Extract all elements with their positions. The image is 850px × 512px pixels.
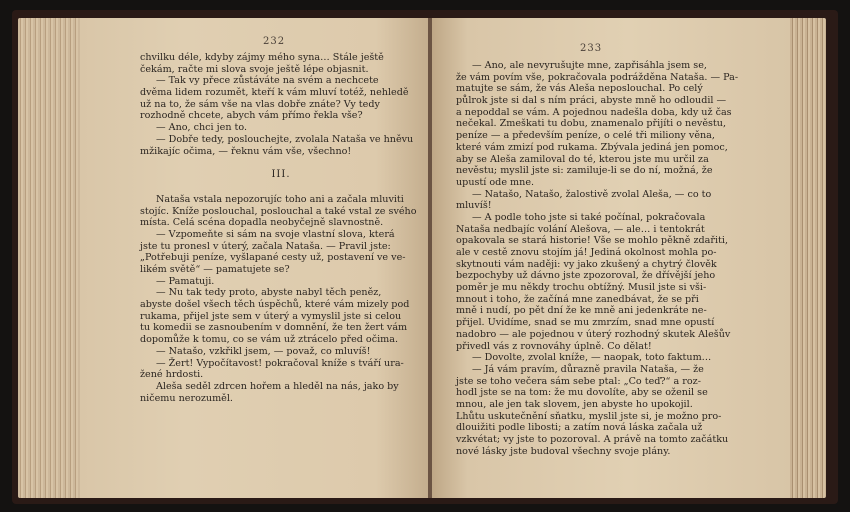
text-line: vzkvétat; vy jste to pozoroval. A právě na tomto začátku [456,434,729,445]
text-line: ale v cestě znovu stojím já! Jediná okolnost mohla po- [456,247,717,258]
right-page [432,18,790,498]
text-line: — Žert! Vypočítavost! pokračoval kníže s tváří ura- [156,357,404,369]
text-line: Aleša seděl zdrcen hořem a hleděl na nás, jako by [156,380,399,392]
text-line: rozhodně chcete, abych vám přímo řekla vše? [140,110,363,122]
page-edges-left [18,18,80,498]
text-line: nečekal. Zmeškati tu dobu, znamenalo přijíti o nevěstu, [456,118,727,130]
text-line: mluvíš! [456,200,492,212]
text-line: — Natašo, vzkřikl jsem, — považ, co mluvíš! [156,345,371,357]
text-line: rukama, přijel jste sem v úterý a vymyslil jste si celou [140,310,402,322]
text-line: mžikajíc očima, — řeknu vám vše, všechno! [140,145,352,157]
text-line: že vám povím vše, pokračovala podrážděna Nataša. — Pa- [456,71,739,83]
text-line: už na to, že sám vše na vlas dobře znáte? Vy tedy [140,98,380,110]
left-page [80,18,428,498]
text-line: — Ano, ale nevyrušujte mne, zapřisáhla jsem se, [472,60,707,71]
text-line: dvěma lidem rozumět, kteří k vám mluví totéž, nehledě [140,87,409,99]
text-line: likém světě“ — pamatujete se? [140,264,290,276]
text-line: místa. Celá scéna dopadla neobyčejně slavnostně. [140,217,384,229]
text-line: bezpochyby už dávno jste zpozoroval, že dřívější jeho [456,270,716,282]
text-line: — Nu tak tedy proto, abyste nabyl těch peněz, [156,287,382,299]
text-line: Nataša nedbajíc volání Alešova, — ale… i tentokrát [456,223,705,235]
page-edges-right [790,18,826,498]
text-line: žené hrdosti. [140,369,204,381]
text-line: které vám zmizí pod rukama. Zbývala jediná jen pomoc, [456,141,728,153]
text-line: upustí ode mne. [456,176,535,188]
page-number-left: 232 [263,36,286,47]
text-line: jste se toho večera sám sebe ptal: „Co teď?“ a roz- [456,375,701,387]
text-line: — Vzpomeňte si sám na svoje vlastní slova, která [156,228,395,240]
text-line: — Tak vy přece zůstáváte na svém a nechcete [156,75,379,87]
text-line: nadobro — ale pojednou v úterý rozhodný skutek Alešův [456,328,731,340]
text-line: — Dobře tedy, poslouchejte, zvolala Nataša ve hněvu [156,133,414,145]
text-line: — Dovolte, zvolal kníže, — naopak, toto faktum… [472,352,712,364]
text-line: hodl jste se na tom: že mu dovolíte, aby se oženil se [456,387,708,399]
chapter-heading: III. [271,169,291,181]
text-line: přijel. Uvidíme, snad se mu zmrzím, snad mne opustí [456,317,715,329]
text-line: stojíc. Kníže poslouchal, poslouchal a také vstal ze svého [140,205,417,217]
left-page-text [140,52,422,404]
right-page-text [456,60,786,457]
text-line: jste tu pronesl v úterý, začala Nataša. — Pravil jste: [140,240,391,252]
text-line: opakovala se stará historie! Vše se mohlo pěkně zdařiti, [456,235,729,247]
text-line: půlrok jste si dal s ním práci, abyste mně ho odloudil — [456,95,727,107]
page-number-right: 233 [580,43,603,54]
text-line: Lhůtu uskutečnění sňatku, myslil jste si, je možno pro- [456,410,722,422]
text-line: chvilku déle, kdyby zájmy mého syna… Stále ještě [140,52,384,63]
text-line: nevěstu; myslil jste si: zamiluje-li se do ní, možná, že [456,165,713,177]
text-line: dlouižiti podle libosti; a zatím nová láska začala už [456,422,703,434]
text-line: — Pamatuji. [156,275,215,287]
text-line: přivedl vás z rovnováhy úplně. Co dělat! [456,340,652,352]
text-line: — A podle toho jste si také počínal, pokračovala [472,211,706,223]
text-line: mnou, ale jen tak slovem, jen abyste ho upokojil. [456,398,693,410]
text-line: mně i nudí, po pět dní že ke mně ani jedenkráte ne- [456,305,707,317]
text-line: peníze — a především peníze, o celé tři miliony věna, [456,130,715,142]
text-line: — Já vám pravím, důrazně pravila Nataša, — že [472,363,704,375]
text-line: nové lásky jste budoval všechny svoje plány. [456,445,671,457]
text-line: — Natašo, Natašo, žalostivě zvolal Aleša, — co to [472,188,712,200]
text-line: Nataša vstala nepozorujíc toho ani a začala mluviti [156,193,404,205]
text-line: — Ano, chci jen to. [156,122,248,134]
text-line: matujte se sám, že vás Aleša neposlouchal. Po celý [456,83,703,95]
text-line: abyste došel všech těch úspěchů, které vám mizely pod [140,299,410,311]
text-line: ničemu nerozuměl. [140,392,233,404]
text-line: aby se Aleša zamiloval do té, kterou jste mu určil za [456,153,709,165]
text-line: čekám, račte mi slova svoje ještě lépe objasnit. [140,63,369,75]
text-line: „Potřebuji peníze, vyšlapané cesty už, postavení ve ve- [140,252,406,264]
text-line: poměr je mu někdy trochu obtížný. Musil jste si vši- [456,282,707,294]
text-line: skytnouti vám naději: vy jako zkušený a chytrý člověk [456,258,717,270]
text-line: a nepoddal se vám. A pojednou nadešla doba, kdy už čas [456,106,732,118]
text-line: tu komedii se zasnoubením v domnění, že ten žert vám [140,322,408,334]
text-line: dopomůže k tomu, co se vám už ztrácelo před očima. [140,334,399,346]
text-line: mnout i toho, že začíná mne zanedbávat, že se při [456,293,699,305]
